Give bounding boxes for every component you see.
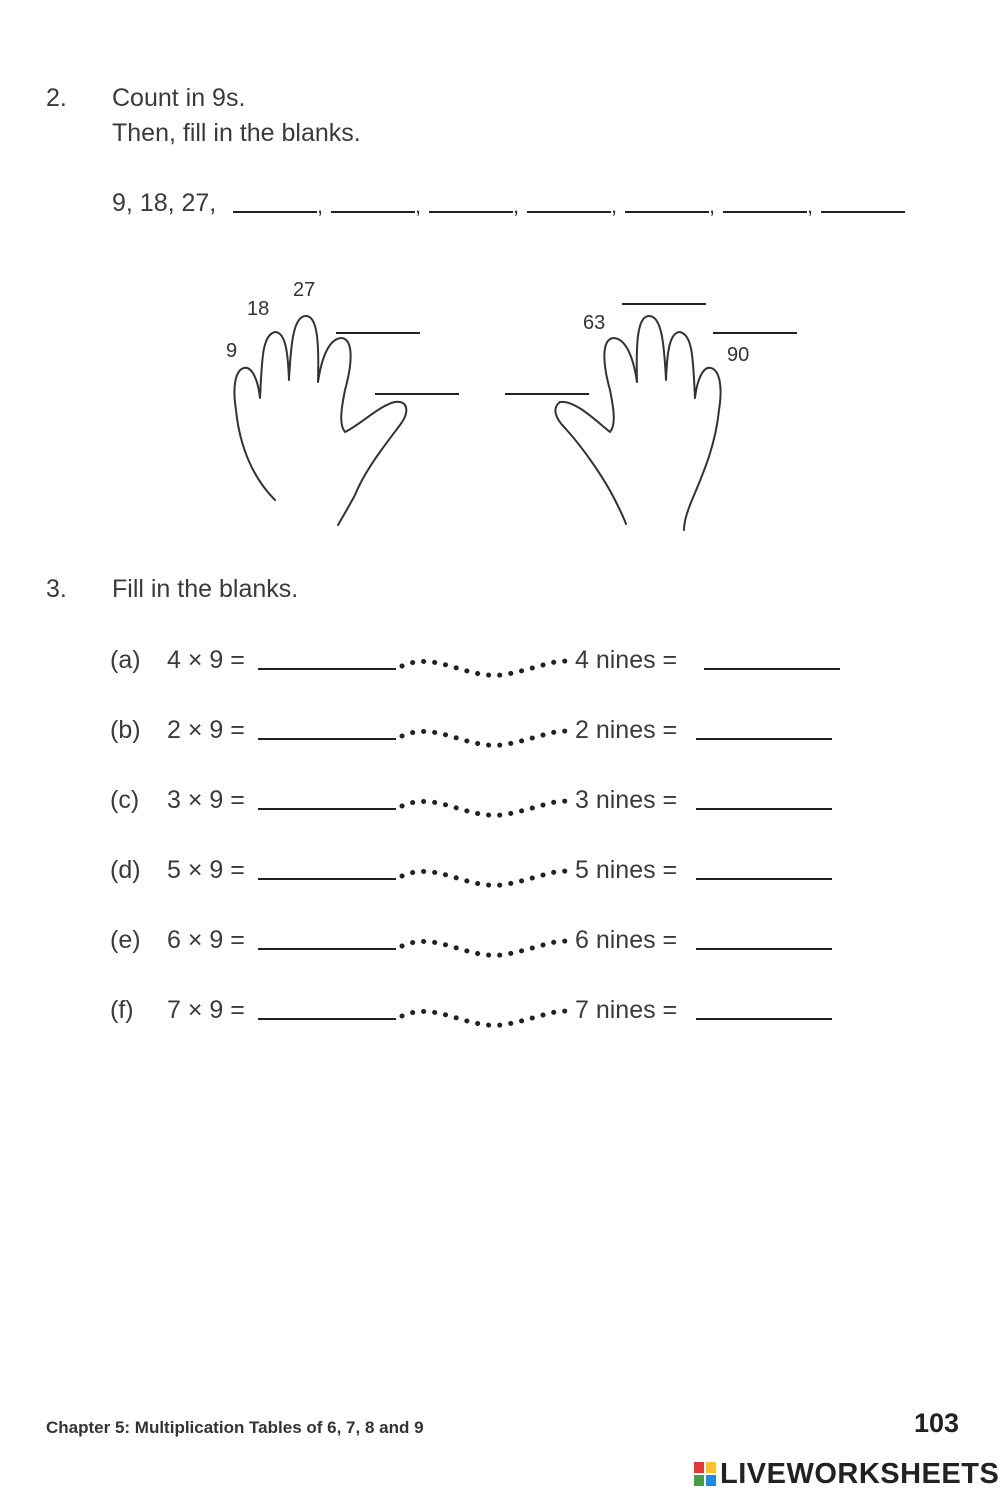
row-expression: 4 × 9 = — [167, 646, 245, 674]
nines-blank[interactable] — [696, 922, 832, 950]
page-number: 103 — [914, 1408, 960, 1438]
row-label: (a) — [110, 646, 141, 674]
product-blank[interactable] — [258, 712, 396, 740]
nines-expression: 3 nines = — [575, 786, 678, 814]
sequence-start: 9, 18, 27, — [112, 189, 217, 217]
sequence-blank-2[interactable] — [331, 185, 415, 213]
sequence-blank-4[interactable] — [527, 185, 611, 213]
logo-square-green — [694, 1475, 704, 1486]
comma: , — [317, 193, 324, 218]
comma: , — [513, 193, 520, 218]
nines-expression: 5 nines = — [575, 856, 678, 884]
hands-illustration — [0, 240, 1000, 540]
dotted-connector-icon — [398, 648, 574, 682]
sequence-blank-6[interactable] — [723, 185, 807, 213]
nines-blank[interactable] — [696, 782, 832, 810]
fill-row-d — [0, 850, 1000, 895]
nines-blank[interactable] — [696, 852, 832, 880]
hand-label-18: 18 — [247, 298, 270, 320]
hand-blank-81[interactable] — [713, 306, 797, 334]
comma: , — [415, 193, 422, 218]
row-expression: 2 × 9 = — [167, 716, 245, 744]
q2-instruction-line1: Count in 9s. — [112, 84, 246, 112]
fill-row-b — [0, 710, 1000, 755]
hand-blank-45[interactable] — [375, 367, 459, 395]
liveworksheets-logo-icon — [694, 1462, 716, 1486]
comma: , — [611, 193, 618, 218]
sequence-blank-3[interactable] — [429, 185, 513, 213]
product-blank[interactable] — [258, 992, 396, 1020]
product-blank[interactable] — [258, 782, 396, 810]
q3-number: 3. — [46, 575, 67, 603]
product-blank[interactable] — [258, 852, 396, 880]
comma: , — [807, 193, 814, 218]
hand-label-63: 63 — [583, 312, 606, 334]
logo-square-blue — [706, 1475, 716, 1486]
row-label: (e) — [110, 926, 141, 954]
dotted-connector-icon — [398, 858, 574, 892]
nines-expression: 2 nines = — [575, 716, 678, 744]
row-label: (f) — [110, 996, 134, 1024]
right-hand-icon — [560, 316, 721, 530]
nines-blank[interactable] — [704, 642, 840, 670]
nines-expression: 6 nines = — [575, 926, 678, 954]
comma: , — [709, 193, 716, 218]
hand-label-9: 9 — [226, 340, 238, 362]
fill-row-f — [0, 990, 1000, 1035]
sequence-blank-7[interactable] — [821, 185, 905, 213]
q2-instruction-line2: Then, fill in the blanks. — [112, 119, 361, 147]
hand-blank-72[interactable] — [622, 277, 706, 305]
logo-square-yellow — [706, 1462, 716, 1473]
nines-expression: 7 nines = — [575, 996, 678, 1024]
nines-blank[interactable] — [696, 712, 832, 740]
hand-label-90: 90 — [727, 344, 750, 366]
fill-row-a — [0, 640, 1000, 685]
product-blank[interactable] — [258, 642, 396, 670]
logo-square-red — [694, 1462, 704, 1473]
dotted-connector-icon — [398, 718, 574, 752]
dotted-connector-icon — [398, 928, 574, 962]
row-label: (d) — [110, 856, 141, 884]
hand-label-27: 27 — [293, 279, 316, 301]
dotted-connector-icon — [398, 788, 574, 822]
row-expression: 7 × 9 = — [167, 996, 245, 1024]
row-expression: 5 × 9 = — [167, 856, 245, 884]
hand-blank-54[interactable] — [505, 367, 589, 395]
brand-name: LIVEWORKSHEETS — [720, 1458, 1000, 1490]
sequence-blank-5[interactable] — [625, 185, 709, 213]
fill-row-e — [0, 920, 1000, 965]
q2-number: 2. — [46, 84, 67, 112]
row-label: (b) — [110, 716, 141, 744]
fill-row-c — [0, 780, 1000, 825]
row-label: (c) — [110, 786, 140, 814]
hand-blank-36[interactable] — [336, 306, 420, 334]
sequence-blank-1[interactable] — [233, 185, 317, 213]
chapter-footer: Chapter 5: Multiplication Tables of 6, 7, 8 and 9 — [46, 1418, 424, 1437]
product-blank[interactable] — [258, 922, 396, 950]
dotted-connector-icon — [398, 998, 574, 1032]
row-expression: 3 × 9 = — [167, 786, 245, 814]
nines-expression: 4 nines = — [575, 646, 678, 674]
left-hand-icon — [234, 316, 406, 525]
q3-title: Fill in the blanks. — [112, 575, 299, 603]
row-expression: 6 × 9 = — [167, 926, 245, 954]
nines-blank[interactable] — [696, 992, 832, 1020]
